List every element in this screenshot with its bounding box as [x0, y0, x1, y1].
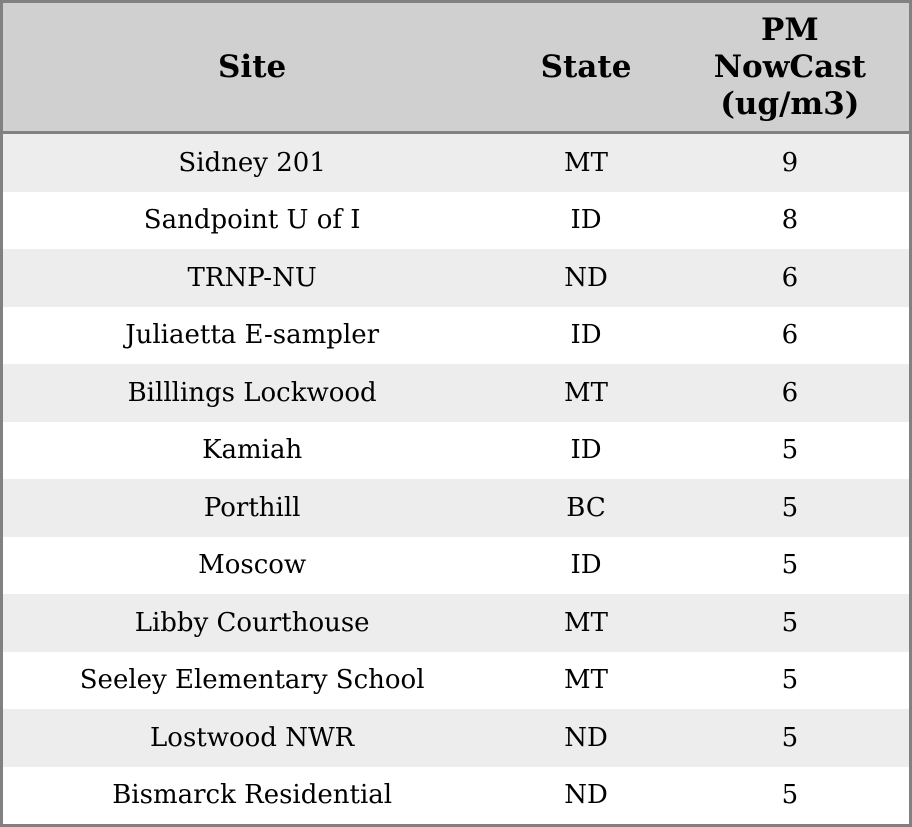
state-cell: ID — [570, 320, 602, 351]
table-body — [3, 134, 909, 824]
table-row — [3, 537, 909, 595]
state-cell: ND — [564, 262, 608, 293]
state-cell: ID — [570, 205, 602, 236]
state-cell: ND — [564, 780, 608, 811]
site-cell: Kamiah — [202, 435, 303, 466]
table-row — [3, 422, 909, 480]
table-row — [3, 364, 909, 422]
state-cell: ID — [570, 550, 602, 581]
site-cell: Juliaetta E-sampler — [125, 320, 380, 351]
value-cell: 5 — [781, 492, 799, 523]
table-row — [3, 652, 909, 710]
table-row — [3, 307, 909, 365]
table-row — [3, 479, 909, 537]
state-cell: ID — [570, 435, 602, 466]
value-cell: 6 — [781, 262, 799, 293]
value-cell: 5 — [781, 435, 799, 466]
value-cell: 5 — [781, 550, 799, 581]
table-row — [3, 192, 909, 250]
table-row — [3, 767, 909, 825]
site-cell: Bismarck Residential — [112, 780, 393, 811]
column-header-state: State — [540, 48, 632, 85]
value-cell: 5 — [781, 780, 799, 811]
value-cell: 8 — [781, 205, 799, 236]
site-cell: Lostwood NWR — [150, 722, 355, 753]
table-row — [3, 249, 909, 307]
table-row — [3, 134, 909, 192]
value-cell: 5 — [781, 665, 799, 696]
site-cell: Seeley Elementary School — [79, 665, 425, 696]
value-cell: 6 — [781, 377, 799, 408]
site-cell: Porthill — [203, 492, 301, 523]
value-cell: 5 — [781, 607, 799, 638]
value-cell: 5 — [781, 722, 799, 753]
value-cell: 6 — [781, 320, 799, 351]
table-row — [3, 594, 909, 652]
state-cell: BC — [566, 492, 606, 523]
state-cell: MT — [564, 377, 608, 408]
state-cell: MT — [564, 607, 608, 638]
state-cell: MT — [564, 147, 608, 178]
table-header — [3, 3, 909, 134]
site-cell: Moscow — [198, 550, 307, 581]
column-header-site: Site — [218, 48, 287, 85]
site-cell: Libby Courthouse — [134, 607, 370, 638]
site-cell: Sandpoint U of I — [143, 205, 361, 236]
state-cell: MT — [564, 665, 608, 696]
column-header-pm-nowcast: PM NowCast (ug/m3) — [713, 11, 866, 122]
site-cell: Sidney 201 — [178, 147, 326, 178]
site-cell: Billlings Lockwood — [127, 377, 377, 408]
site-cell: TRNP-NU — [187, 262, 317, 293]
state-cell: ND — [564, 722, 608, 753]
value-cell: 9 — [781, 147, 799, 178]
table-row — [3, 709, 909, 767]
